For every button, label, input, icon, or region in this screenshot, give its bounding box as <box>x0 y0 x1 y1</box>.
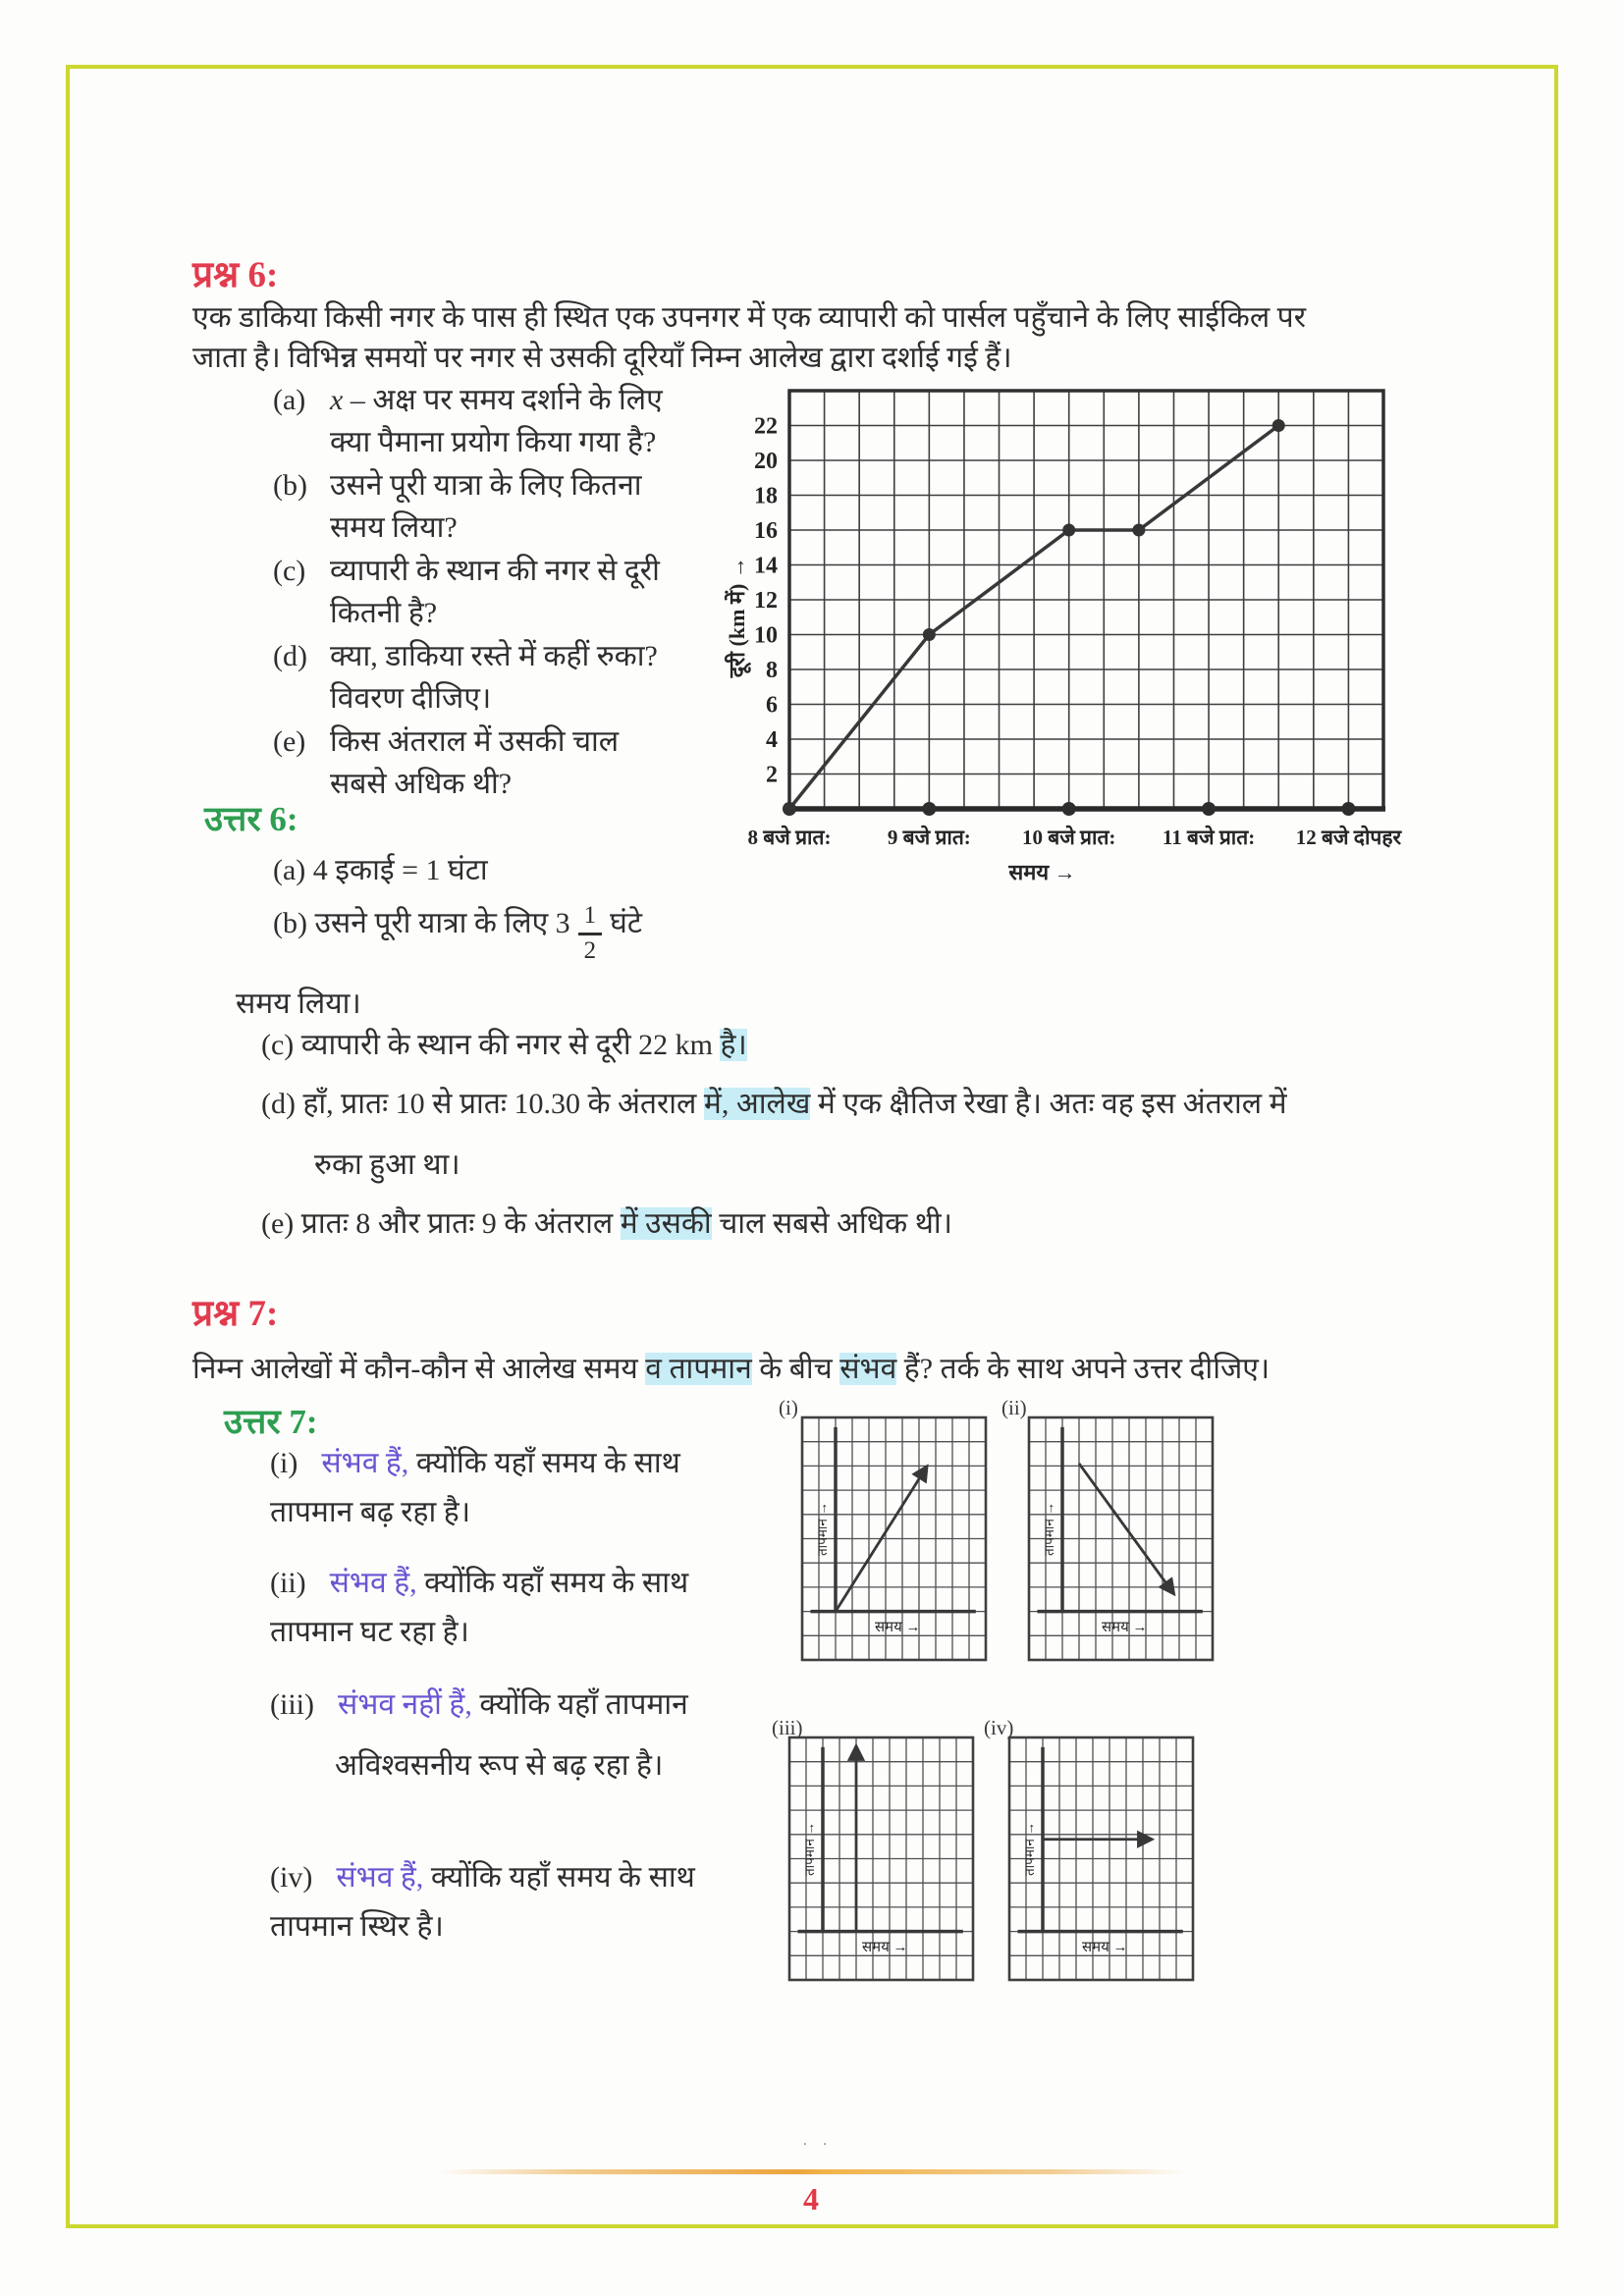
text-segment: निम्न आलेखों में कौन-कौन से आलेख समय <box>192 1353 646 1385</box>
answer-7-item-iii <box>270 1681 781 1790</box>
answer-6e <box>261 1201 952 1242</box>
question-7-text <box>192 1347 1270 1387</box>
answer-text <box>336 1861 695 1894</box>
svg-text:8: 8 <box>766 658 778 683</box>
question-6-list <box>273 379 769 806</box>
item-line: विवरण दीजिए। <box>330 682 492 715</box>
item-line: सबसे अधिक थी? <box>330 768 513 800</box>
mini-chart-iii <box>787 1735 976 1983</box>
text-segment: में, आलेख <box>703 1088 811 1120</box>
svg-text:20: 20 <box>754 449 778 474</box>
svg-text:14: 14 <box>754 553 778 579</box>
svg-text:10: 10 <box>754 622 778 649</box>
item-label: (i) <box>270 1447 298 1479</box>
fraction-one-half <box>578 902 603 966</box>
item-line: क्या, डाकिया रस्ते में कहीं रुका? <box>330 640 658 672</box>
text-segment: क्योंकि यहाँ समय के साथ <box>408 1447 680 1479</box>
item-label: (a) <box>273 384 306 416</box>
item-label: (iii) <box>270 1688 314 1721</box>
svg-text:22: 22 <box>754 413 778 440</box>
mini-x-axis-title: समय → <box>874 1619 921 1635</box>
answer-7-item-ii <box>270 1559 781 1657</box>
mini-chart-iii-label: (iii) <box>772 1716 803 1739</box>
svg-text:11 बजे प्रात:: 11 बजे प्रात: <box>1162 826 1256 849</box>
item-line: समय लिया? <box>330 511 458 544</box>
intro-line-2: जाता है। विभिन्न समयों पर नगर से उसकी दूरियाँ निम्न आलेख द्वारा दर्शाई गई हैं। <box>192 342 1012 374</box>
mini-chart-i-label: (i) <box>779 1396 798 1419</box>
trend-arrow <box>1079 1464 1172 1592</box>
text-segment: संभव हैं, <box>321 1447 409 1479</box>
mini-chart-i <box>800 1415 989 1663</box>
answer-text: अविश्वसनीय रूप से बढ़ रहा है। <box>335 1749 664 1782</box>
item-line: उसने पूरी यात्रा के लिए कितना <box>330 469 642 502</box>
svg-text:4: 4 <box>766 727 778 753</box>
mini-chart-iv <box>1007 1735 1196 1983</box>
text-segment: में एक क्षैतिज रेखा है। अतः वह इस अंतराल में <box>810 1088 1287 1120</box>
y-axis-labels <box>754 414 778 788</box>
text-segment: (d) हाँ, प्रातः 10 से प्रातः 10.30 के अंतराल <box>261 1088 704 1120</box>
item-label: (iv) <box>270 1861 313 1894</box>
question-6-heading: प्रश्न 6: <box>192 255 279 295</box>
svg-text:16: 16 <box>754 518 778 544</box>
mini-chart-ii <box>1027 1415 1216 1663</box>
question-6-intro <box>192 297 1533 378</box>
answer-text: तापमान स्थिर है। <box>270 1910 444 1943</box>
svg-text:8 बजे प्रात:: 8 बजे प्रात: <box>747 826 832 849</box>
text-segment: में उसकी <box>620 1207 712 1240</box>
svg-text:12 बजे दोपहर: 12 बजे दोपहर <box>1295 826 1402 849</box>
answer-6b-line2: समय लिया। <box>236 988 361 1020</box>
item-line: कितनी है? <box>330 597 438 629</box>
answer-6a: (a) 4 इकाई = 1 घंटा <box>273 854 488 886</box>
answer-text <box>338 1688 688 1721</box>
fraction-denominator: 2 <box>583 937 597 964</box>
text-segment: संभव <box>839 1353 897 1385</box>
text-segment: – अक्ष पर समय दर्शाने के लिए <box>350 384 663 416</box>
text-segment: हैं? तर्क के साथ अपने उत्तर दीजिए। <box>896 1353 1271 1385</box>
item-label: (e) <box>273 725 306 758</box>
question-6-item-e <box>273 721 769 805</box>
answer-6b-line1 <box>273 901 642 966</box>
answer-6d-line1 <box>261 1082 1287 1122</box>
answer-7-item-i <box>270 1439 781 1537</box>
item-line: क्या पैमाना प्रयोग किया गया है? <box>330 426 657 458</box>
answer-6b-prefix: (b) उसने पूरी यात्रा के लिए 3 <box>273 907 570 939</box>
svg-text:9 बजे प्रात:: 9 बजे प्रात: <box>887 826 971 849</box>
mini-y-axis-title: तापमान → <box>802 1822 817 1877</box>
x-axis-title: समय → <box>1008 860 1076 884</box>
text-segment: क्योंकि यहाँ समय के साथ <box>416 1567 689 1599</box>
answer-text <box>330 1567 689 1599</box>
footer-divider <box>438 2169 1184 2174</box>
x-axis-labels <box>748 825 1403 849</box>
svg-text:2: 2 <box>766 762 778 788</box>
item-label: (b) <box>273 469 307 502</box>
text-segment: (e) प्रातः 8 और प्रातः 9 के अंतराल <box>261 1207 621 1240</box>
intro-line-1: एक डाकिया किसी नगर के पास ही स्थित एक उपनगर में एक व्यापारी को पार्सल पहुँचाने के लिए साईकिल पर <box>192 301 1306 334</box>
page-number: 4 <box>803 2181 819 2216</box>
svg-text:6: 6 <box>766 692 778 719</box>
question-6-item-d <box>273 635 769 720</box>
svg-text:18: 18 <box>754 483 778 509</box>
answer-6c <box>261 1023 747 1063</box>
chart-grid <box>789 391 1383 809</box>
mini-chart-ii-label: (ii) <box>1001 1396 1027 1419</box>
item-line: व्यापारी के स्थान की नगर से दूरी <box>330 555 660 587</box>
answer-6-heading: उत्तर 6: <box>204 800 298 838</box>
answer-6d-line2: रुका हुआ था। <box>314 1148 460 1181</box>
item-label: (ii) <box>270 1567 306 1599</box>
footer-dots: . . <box>803 2132 833 2149</box>
text-segment: संभव हैं, <box>336 1861 424 1894</box>
svg-text:12: 12 <box>754 588 778 614</box>
answer-text <box>321 1447 680 1479</box>
question-6-item-a <box>273 379 769 463</box>
text-segment: संभव नहीं हैं, <box>338 1688 472 1721</box>
text-segment: चाल सबसे अधिक थी। <box>711 1207 953 1240</box>
item-label: (c) <box>273 555 306 587</box>
fraction-numerator: 1 <box>578 902 603 935</box>
y-axis-title: दूरी (km में) → <box>725 557 749 678</box>
item-line <box>330 379 769 421</box>
mini-x-axis-title: समय → <box>1101 1619 1148 1635</box>
distance-time-chart <box>715 383 1424 905</box>
question-6-item-b <box>273 464 769 549</box>
answer-7-heading: उत्तर 7: <box>224 1403 318 1441</box>
answer-6b-suffix: घंटे <box>610 907 643 939</box>
item-label: (d) <box>273 640 307 672</box>
text-segment: है। <box>720 1029 747 1061</box>
text-segment: क्योंकि यहाँ समय के साथ <box>423 1861 695 1894</box>
svg-text:10 बजे प्रात:: 10 बजे प्रात: <box>1021 826 1116 849</box>
item-line: किस अंतराल में उसकी चाल <box>330 725 620 758</box>
mini-x-axis-title: समय → <box>1081 1939 1128 1955</box>
answer-text: तापमान बढ़ रहा है। <box>270 1496 471 1528</box>
text-segment: क्योंकि यहाँ तापमान <box>471 1688 688 1721</box>
answer-7-item-iv <box>270 1853 781 1951</box>
question-7-heading: प्रश्न 7: <box>192 1294 279 1334</box>
mini-y-axis-title: तापमान → <box>1022 1822 1037 1877</box>
mini-y-axis-title: तापमान → <box>1042 1502 1056 1557</box>
text-segment: संभव हैं, <box>329 1567 417 1599</box>
text-segment: व तापमान <box>645 1353 752 1385</box>
mini-x-axis-title: समय → <box>861 1939 908 1955</box>
text-segment: (c) व्यापारी के स्थान की नगर से दूरी 22 km <box>261 1029 721 1061</box>
answer-text: तापमान घट रहा है। <box>270 1616 469 1648</box>
mini-chart-iv-label: (iv) <box>984 1716 1014 1739</box>
mini-y-axis-title: तापमान → <box>815 1502 830 1557</box>
question-6-item-c <box>273 550 769 634</box>
text-segment: x <box>330 384 351 416</box>
text-segment: के बीच <box>751 1353 840 1385</box>
